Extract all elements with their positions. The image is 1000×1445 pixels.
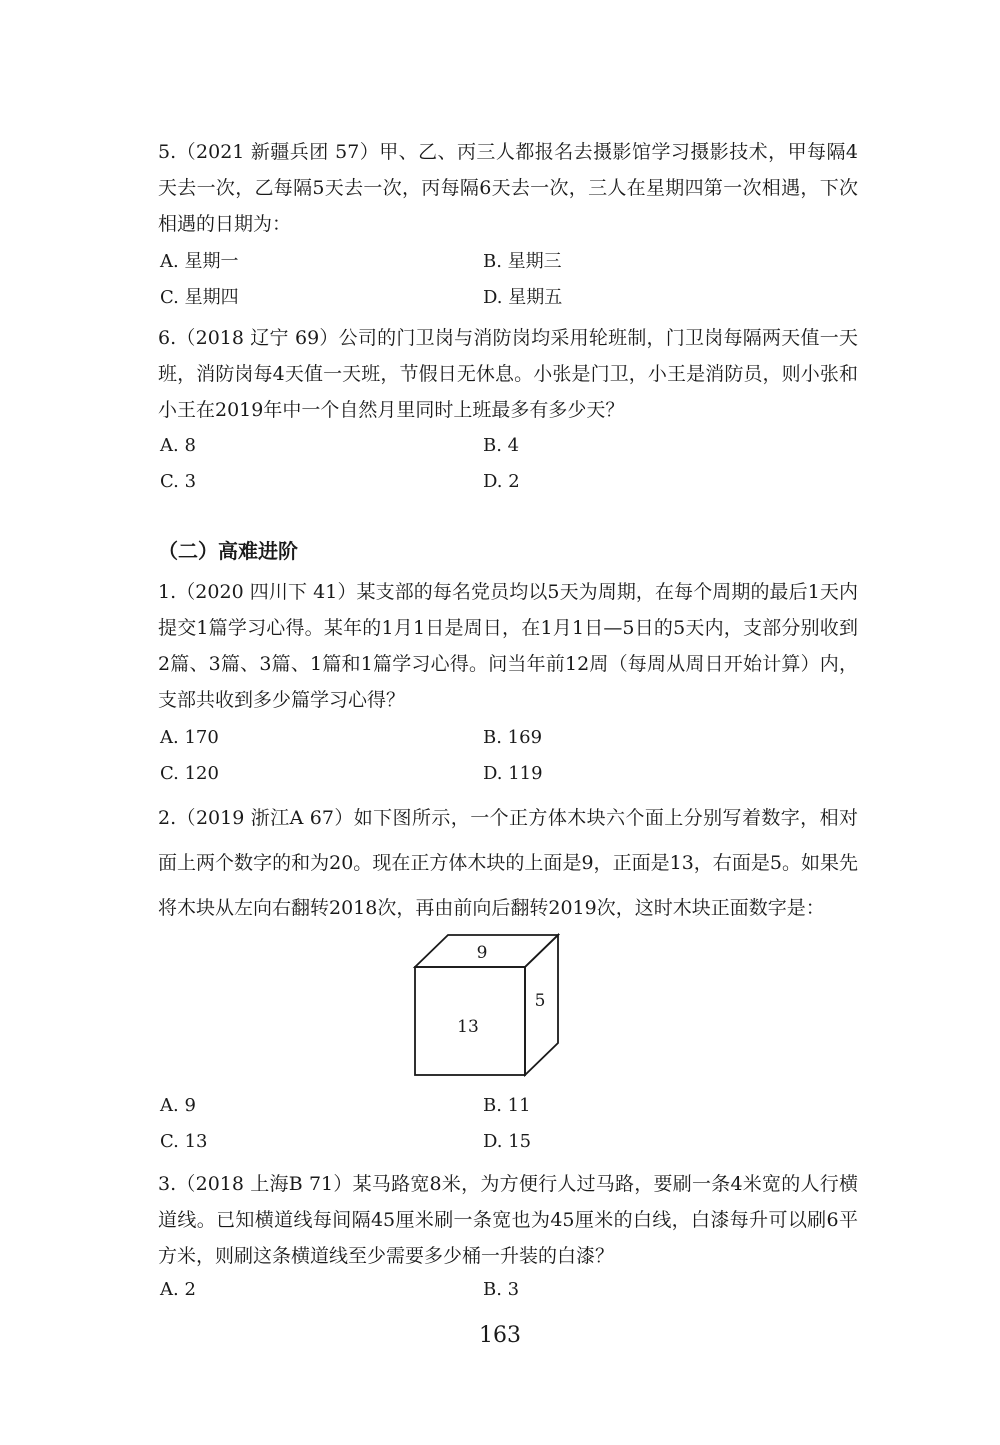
- advanced-question-3-text: 3.（2018 上海B 71）某马路宽8米，为方便行人过马路，要刷一条4米宽的人行横道线。已知横道线每间隔45厘米刷一条宽也为45厘米的白线，白漆每升可以刷6平方米，则刷这条横道线至少需要多少桶一升装的白漆？: [158, 1173, 858, 1267]
- advanced-question-3-option-a: A. 2: [160, 1279, 196, 1300]
- cube-right-number: 5: [534, 991, 546, 1011]
- question-6-option-d: D. 2: [483, 471, 520, 492]
- question-5-option-b: B. 星期三: [483, 251, 562, 272]
- advanced-question-2-option-b: B. 11: [483, 1095, 531, 1116]
- advanced-question-1-option-d: D. 119: [483, 763, 543, 784]
- cube-diagram: [410, 930, 560, 1080]
- advanced-question-2-option-a: A. 9: [160, 1095, 196, 1116]
- question-6-text: 6.（2018 辽宁 69）公司的门卫岗与消防岗均采用轮班制，门卫岗每隔两天值一天班，消防岗每4天值一天班，节假日无休息。小张是门卫，小王是消防员，则小张和小王在2019年中一个自然月里同时上班最多有多少天？: [158, 327, 858, 421]
- advanced-question-3-option-b: B. 3: [483, 1279, 520, 1300]
- section-heading: （二）高难进阶: [158, 539, 298, 563]
- advanced-question-2-option-d: D. 15: [483, 1131, 532, 1152]
- cube-front-number: 13: [457, 1017, 479, 1037]
- question-6-option-a: A. 8: [160, 435, 196, 456]
- page-number: 163: [479, 1323, 521, 1348]
- advanced-question-1-option-a: A. 170: [160, 727, 219, 748]
- advanced-question-1-option-c: C. 120: [160, 763, 219, 784]
- question-5-option-a: A. 星期一: [160, 251, 239, 272]
- question-5-text: 5.（2021 新疆兵团 57）甲、乙、丙三人都报名去摄影馆学习摄影技术，甲每隔4天去一次，乙每隔5天去一次，丙每隔6天去一次，三人在星期四第一次相遇，下次相遇的日期为：: [158, 141, 858, 235]
- question-5-option-d: D. 星期五: [483, 287, 563, 308]
- advanced-question-1-option-b: B. 169: [483, 727, 543, 748]
- advanced-question-1-text: 1.（2020 四川下 41）某支部的每名党员均以5天为周期，在每个周期的最后1天内提交1篇学习心得。某年的1月1日是周日，在1月1日—5日的5天内，支部分别收到2篇、3篇、3篇、1篇和1篇学习心得。问当年前12周（每周从周日开始计算）内，支部共收到多少篇学习心得？: [158, 581, 858, 711]
- advanced-question-2-option-c: C. 13: [160, 1131, 208, 1152]
- question-6-option-b: B. 4: [483, 435, 520, 456]
- question-6-option-c: C. 3: [160, 471, 197, 492]
- question-5-option-c: C. 星期四: [160, 287, 239, 308]
- advanced-question-2-text: 2.（2019 浙江A 67）如下图所示，一个正方体木块六个面上分别写着数字，相对面上两个数字的和为20。现在正方体木块的上面是9，正面是13，右面是5。如果先将木块从左向右翻转2018次，再由前向后翻转2019次，这时木块正面数字是：: [158, 807, 858, 919]
- cube-top-number: 9: [476, 943, 488, 963]
